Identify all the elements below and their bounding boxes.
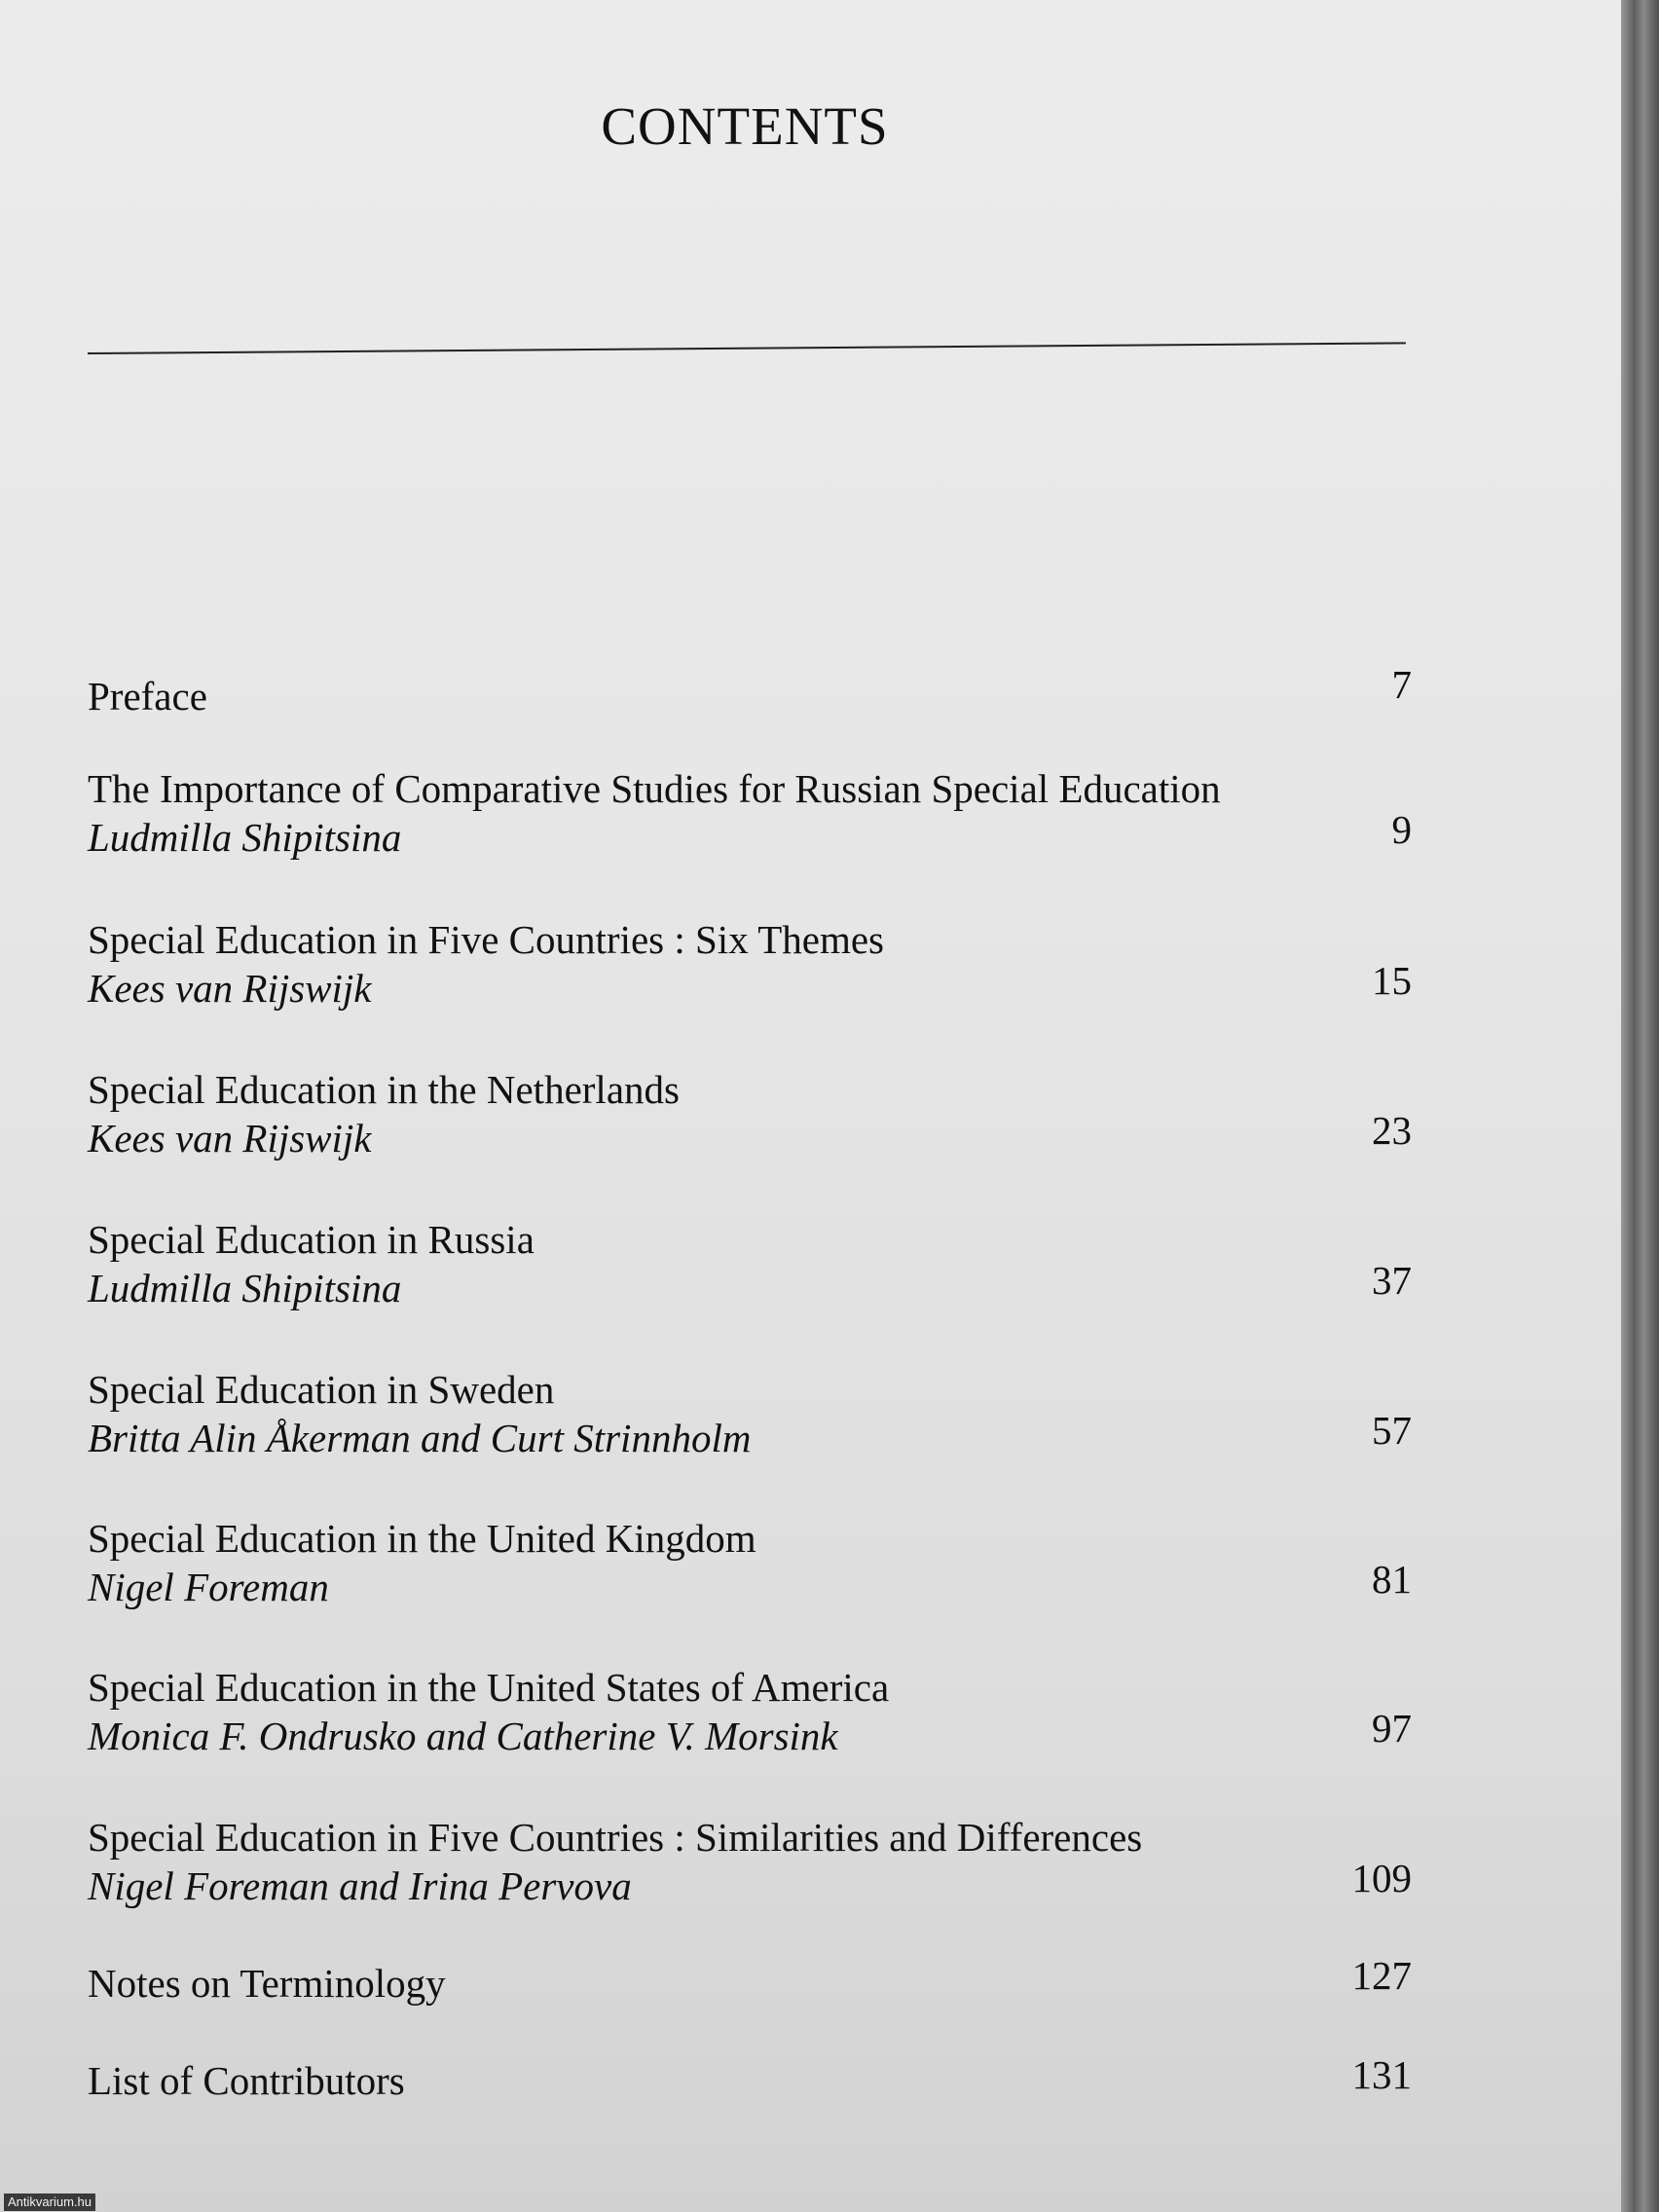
toc-entry-page: 127 [1351, 1953, 1412, 1998]
toc-entry-comparative-studies [88, 764, 1412, 862]
watermark-text: Antikvarium.hu [4, 2194, 95, 2211]
toc-entry-title: Special Education in the United States of America [88, 1665, 890, 1710]
toc-entry-title: Notes on Terminology [88, 1961, 446, 2006]
toc-entry-author: Kees van Rijswijk [88, 966, 372, 1011]
toc-entry-page: 9 [1391, 807, 1412, 852]
toc-entry-united-kingdom [88, 1514, 1412, 1611]
toc-entry-netherlands [88, 1065, 1412, 1162]
toc-entry-title: Special Education in Five Countries : Similarities and Differences [88, 1815, 1143, 1860]
page-title: CONTENTS [601, 96, 889, 156]
page-edge-shadow [1621, 0, 1659, 2212]
toc-entry-author: Ludmilla Shipitsina [88, 1266, 402, 1310]
toc-entry-six-themes [88, 915, 1412, 1013]
toc-entry-page: 81 [1372, 1557, 1412, 1602]
toc-entry-author: Nigel Foreman [88, 1565, 329, 1609]
toc-entry-preface [88, 662, 1412, 720]
toc-entry-title: Special Education in the United Kingdom [88, 1516, 756, 1561]
toc-entry-title: List of Contributors [88, 2058, 405, 2103]
toc-entry-author: Nigel Foreman and Irina Pervova [88, 1863, 632, 1908]
toc-entry-united-states [88, 1663, 1412, 1760]
toc-entry-page: 37 [1372, 1258, 1412, 1303]
toc-entry-page: 109 [1351, 1856, 1412, 1900]
divider-rule [88, 342, 1406, 354]
toc-entry-contributors [88, 2052, 1412, 2105]
toc-entry-author: Kees van Rijswijk [88, 1116, 372, 1161]
toc-entry-title: Preface [88, 674, 207, 719]
toc-entry-title: Special Education in Russia [88, 1217, 535, 1262]
toc-entry-author: Britta Alin Åkerman and Curt Strinnholm [88, 1416, 752, 1460]
toc-entry-title: Special Education in the Netherlands [88, 1067, 680, 1112]
toc-entry-terminology [88, 1953, 1412, 2008]
toc-entry-page: 97 [1372, 1706, 1412, 1751]
toc-entry-page: 131 [1351, 2052, 1412, 2097]
toc-entry-page: 7 [1391, 662, 1412, 707]
toc-entry-author: Ludmilla Shipitsina [88, 815, 402, 860]
toc-entry-russia [88, 1215, 1412, 1312]
toc-entry-page: 23 [1372, 1108, 1412, 1153]
toc-entry-title: The Importance of Comparative Studies for Russian Special Education [88, 766, 1221, 811]
toc-entry-title: Special Education in Sweden [88, 1367, 555, 1412]
toc-entry-page: 57 [1372, 1408, 1412, 1453]
toc-entry-page: 15 [1372, 958, 1412, 1003]
toc-entry-title: Special Education in Five Countries : Six Themes [88, 917, 884, 962]
toc-entry-sweden [88, 1365, 1412, 1462]
toc-entry-similarities [88, 1813, 1412, 1910]
toc-entry-author: Monica F. Ondrusko and Catherine V. Morsink [88, 1714, 838, 1758]
